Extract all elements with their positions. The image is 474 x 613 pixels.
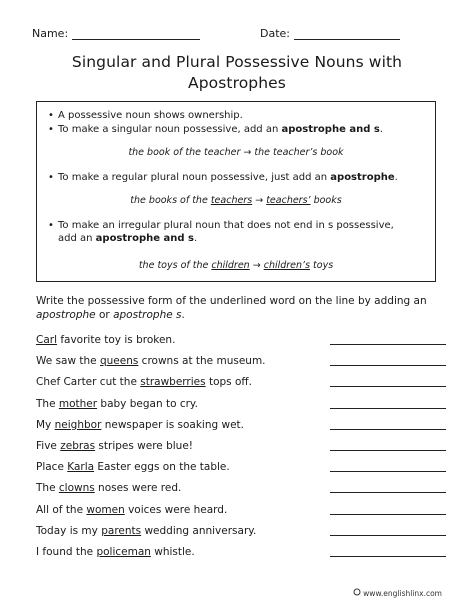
bullet-icon: • (48, 110, 54, 121)
underlined-word: strawberries (140, 376, 206, 389)
exercise-item (36, 482, 446, 498)
exercise-sentence: The mother baby began to cry. (36, 397, 198, 410)
rule-bullet-4-cont: add an apostrophe and s. (58, 233, 198, 244)
footer-credit (353, 588, 442, 598)
example-regular-plural: the books of the teachers → teachers’ books (130, 195, 342, 206)
rule-bullet-4: • To make an irregular plural noun that does not end in s possessive, (48, 220, 394, 231)
answer-line[interactable] (330, 556, 446, 557)
date-field (260, 27, 400, 40)
arrow-icon: → (252, 260, 261, 271)
exercise-sentence: We saw the queens crowns at the museum. (36, 355, 266, 368)
answer-line[interactable] (330, 535, 446, 536)
underlined-word: Carl (36, 334, 57, 346)
rule-bullet-3: • To make a regular plural noun possessive, just add an apostrophe. (48, 172, 398, 183)
answer-line[interactable] (330, 450, 446, 451)
title-line-2: Apostrophes (188, 74, 286, 92)
page-title (20, 52, 454, 94)
underlined-word: queens (99, 355, 139, 368)
answer-line[interactable] (330, 471, 446, 472)
answer-line[interactable] (330, 429, 446, 430)
answer-line[interactable] (330, 514, 446, 515)
underlined-word: Karla (67, 461, 95, 474)
exercise-sentence: Carl favorite toy is broken. (36, 334, 176, 346)
footer-site: www.englishlinx.com (363, 589, 442, 598)
name-line[interactable] (72, 27, 200, 40)
rule-bullet-2: • To make a singular noun possessive, add an apostrophe and s. (48, 124, 383, 135)
underlined-word: parents (101, 524, 142, 537)
rule-bullet-1: • A possessive noun shows ownership. (48, 110, 243, 121)
exercise-item (36, 334, 446, 350)
exercise-item (36, 440, 446, 456)
exercise-sentence: My neighbor newspaper is soaking wet. (36, 418, 244, 431)
underlined-word: mother (58, 397, 98, 410)
name-label: Name: (32, 27, 69, 40)
exercise-item (36, 504, 446, 520)
answer-line[interactable] (330, 408, 446, 409)
rules-box (36, 101, 436, 282)
answer-line[interactable] (330, 386, 446, 387)
bullet-icon: • (48, 220, 54, 231)
exercise-sentence: Chef Carter cut the strawberries tops off. (36, 376, 252, 389)
date-label: Date: (260, 27, 290, 40)
exercise-sentence: Today is my parents wedding anniversary. (36, 524, 257, 537)
exercise-item (36, 355, 446, 371)
underlined-word: zebras (60, 440, 96, 452)
exercise-item (36, 398, 446, 414)
instructions: Write the possessive form of the underlined word on the line by adding an apostrophe or apostrophe s. (36, 295, 427, 321)
name-field (32, 27, 200, 40)
example-irregular-plural: the toys of the children → children’s toys (138, 260, 334, 271)
exercise-sentence: All of the women voices were heard. (36, 503, 228, 516)
exercise-sentence: Place Karla Easter eggs on the table. (36, 461, 230, 474)
answer-line[interactable] (330, 344, 446, 345)
date-line[interactable] (294, 27, 400, 40)
answer-line[interactable] (330, 492, 446, 493)
answer-line[interactable] (330, 365, 446, 366)
underlined-word: women (86, 503, 125, 516)
exercise-sentence: I found the policeman whistle. (36, 546, 195, 558)
exercise-item (36, 419, 446, 435)
title-line-1: Singular and Plural Possessive Nouns with (71, 53, 403, 71)
exercise-sentence: Five zebras stripes were blue! (36, 440, 194, 452)
exercise-item (36, 546, 446, 562)
bullet-icon: • (48, 172, 54, 183)
header-row (32, 27, 444, 43)
underlined-word: policeman (96, 546, 151, 558)
exercise-item (36, 525, 446, 541)
exercise-item (36, 376, 446, 392)
arrow-icon: → (255, 195, 264, 206)
underlined-word: neighbor (54, 418, 102, 431)
arrow-icon: → (243, 147, 252, 158)
exercise-item (36, 461, 446, 477)
site-logo-icon (353, 588, 361, 596)
bullet-icon: • (48, 124, 54, 135)
exercise-sentence: The clowns noses were red. (36, 482, 182, 495)
example-singular: the book of the teacher → the teacher’s book (128, 147, 344, 158)
underlined-word: clowns (58, 482, 95, 495)
